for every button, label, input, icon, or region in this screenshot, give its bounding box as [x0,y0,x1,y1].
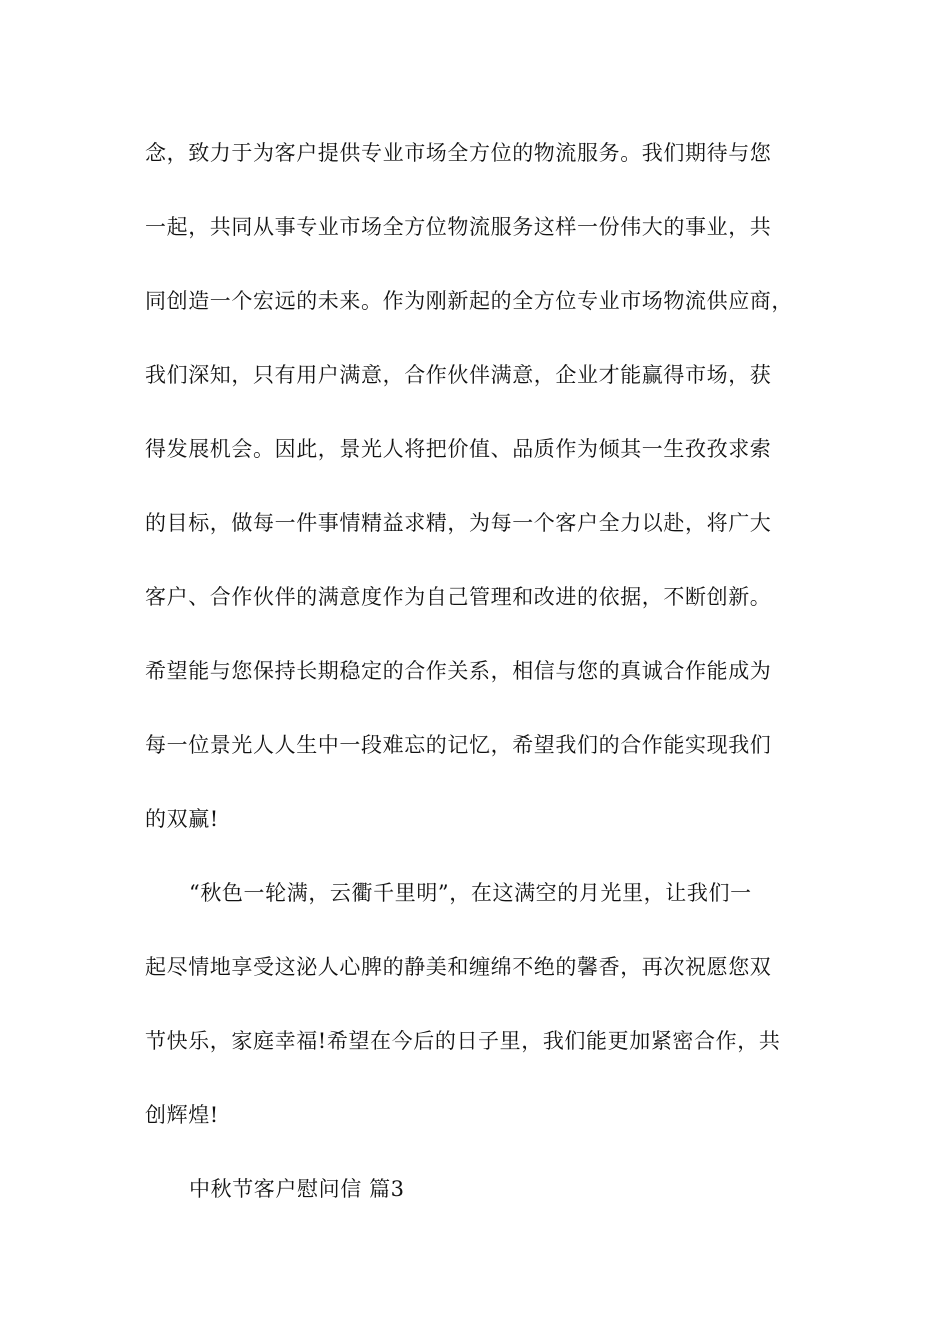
text-line: 一起，共同从事专业市场全方位物流服务这样一份伟大的事业，共 [145,215,772,239]
text-line: 客户、合作伙伴的满意度作为自己管理和改进的依据，不断创新。 [145,585,772,609]
text-line: 创辉煌! [145,1103,219,1127]
text-line: 的目标，做每一件事情精益求精，为每一个客户全力以赴，将广大 [145,511,772,535]
text-line: 的双赢! [145,807,219,831]
text-line: “秋色一轮满，云衢千里明”，在这满空的月光里，让我们一 [189,881,752,905]
document-body [145,128,835,1238]
text-line: 希望能与您保持长期稳定的合作关系，相信与您的真诚合作能成为 [145,659,772,683]
text-line: 节快乐，家庭幸福!希望在今后的日子里，我们能更加紧密合作，共 [145,1029,781,1053]
text-line: 同创造一个宏远的未来。作为刚新起的全方位专业市场物流供应商， [145,289,793,313]
paragraph-closing-commitment [145,128,835,868]
text-line: 念，致力于为客户提供专业市场全方位的物流服务。我们期待与您 [145,141,772,165]
section-heading: 中秋节客户慰问信 篇3 [189,1177,405,1201]
text-line: 得发展机会。因此，景光人将把价值、品质作为倾其一生孜孜求索 [145,437,772,461]
text-line: 每一位景光人人生中一段难忘的记忆，希望我们的合作能实现我们 [145,733,772,757]
text-line: 起尽情地享受这泌人心脾的静美和缠绵不绝的馨香，再次祝愿您双 [145,955,772,979]
paragraph-festival-wishes [145,868,835,1164]
text-line: 我们深知，只有用户满意，合作伙伴满意，企业才能赢得市场，获 [145,363,772,387]
